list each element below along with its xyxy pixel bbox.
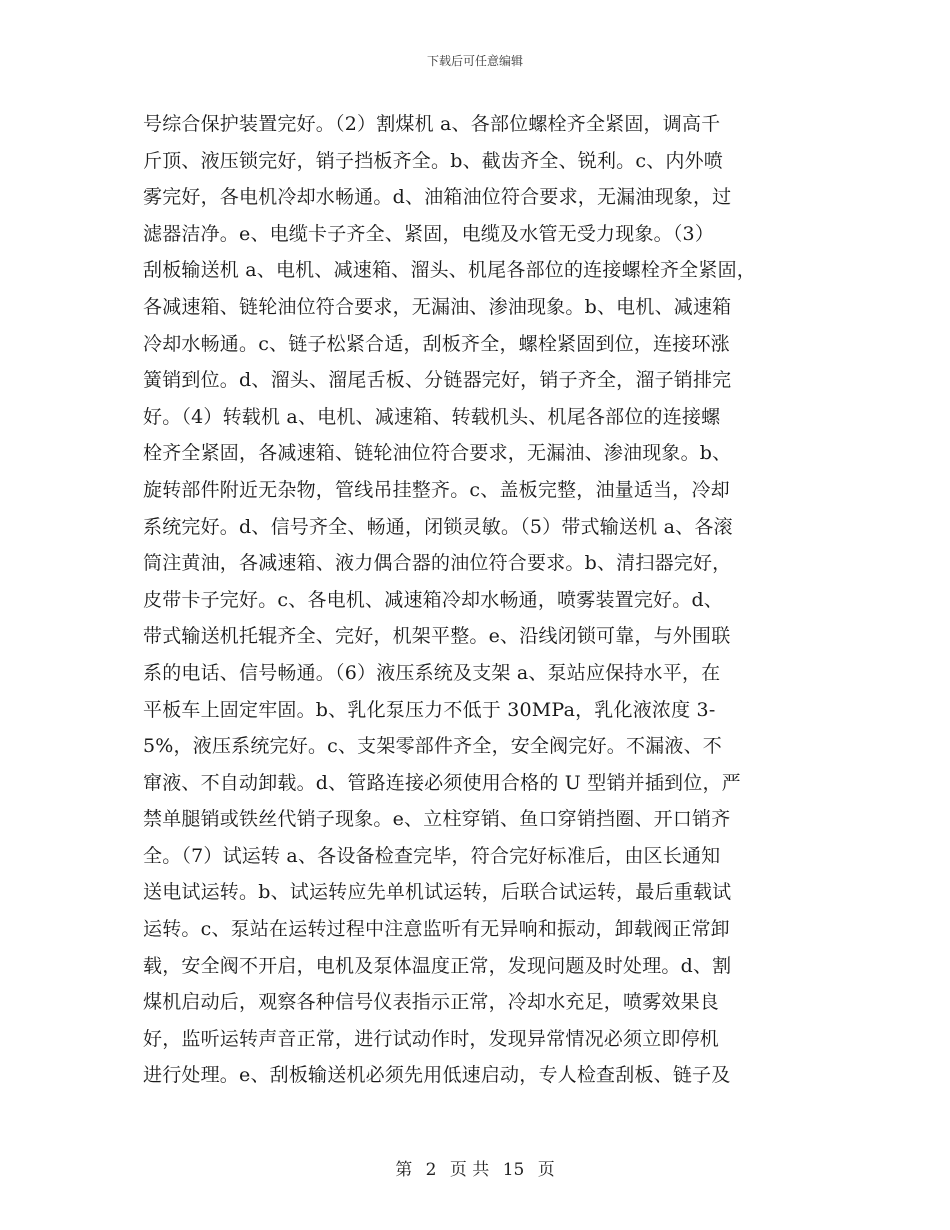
- body-line: 雾完好，各电机冷却水畅通。d、油箱油位符合要求，无漏油现象，过: [143, 186, 732, 209]
- body-line: 进行处理。e、刮板输送机必须先用低速启动，专人检查刮板、链子及: [143, 1064, 731, 1087]
- body-line: 系的电话、信号畅通。（6）液压系统及支架 a、泵站应保持水平，在: [143, 661, 721, 684]
- current-page-number: 2: [425, 1160, 437, 1180]
- document-body: [143, 106, 815, 1094]
- page-label-suffix: 页: [537, 1160, 555, 1180]
- page-label-middle: 页 共: [449, 1160, 490, 1180]
- body-line: 窜液、不自动卸载。d、管路连接必须使用合格的 U 型销并插到位，严: [143, 771, 741, 794]
- body-line: 送电试运转。b、试运转应先单机试运转，后联合试运转，最后重载试: [143, 881, 732, 904]
- body-line: 斤顶、液压锁完好，销子挡板齐全。b、截齿齐全、锐利。c、内外喷: [143, 149, 724, 172]
- body-line: 运转。c、泵站在运转过程中注意监听有无异响和振动，卸载阀正常卸: [143, 918, 730, 941]
- body-line: 旋转部件附近无杂物，管线吊挂整齐。c、盖板完整，油量适当，冷却: [143, 478, 730, 501]
- body-line: 筒注黄油，各减速箱、液力偶合器的油位符合要求。b、清扫器完好，: [143, 552, 732, 575]
- body-line: 禁单腿销或铁丝代销子现象。e、立柱穿销、鱼口穿销挡圈、开口销齐: [143, 808, 731, 831]
- body-line: 好，监听运转声音正常，进行试动作时，发现异常情况必须立即停机: [143, 1027, 720, 1050]
- body-line: 平板车上固定牢固。b、乳化泵压力不低于 30MPa，乳化液浓度 3-: [143, 698, 716, 721]
- body-line: 系统完好。d、信号齐全、畅通，闭锁灵敏。（5）带式输送机 a、各滚: [143, 515, 733, 538]
- body-line: 5%，液压系统完好。c、支架零部件齐全，安全阀完好。不漏液、不: [143, 735, 722, 758]
- body-line: 好。（4）转载机 a、电机、减速箱、转载机头、机尾各部位的连接螺: [143, 405, 721, 428]
- page-label-prefix: 第: [395, 1160, 413, 1180]
- total-page-count: 15: [502, 1160, 525, 1180]
- body-line: 刮板输送机 a、电机、减速箱、溜头、机尾各部位的连接螺栓齐全紧固，: [143, 259, 756, 282]
- body-line: 冷却水畅通。c、链子松紧合适，刮板齐全，螺栓紧固到位，连接环涨: [143, 332, 730, 355]
- page-header: 下载后可任意编辑: [426, 54, 523, 68]
- body-line: 载，安全阀不开启，电机及泵体温度正常，发现问题及时处理。d、割: [143, 954, 732, 977]
- body-line: 各减速箱、链轮油位符合要求，无漏油、渗油现象。b、电机、减速箱: [143, 295, 732, 318]
- body-line: 栓齐全紧固，各减速箱、链轮油位符合要求，无漏油、渗油现象。b、: [143, 442, 732, 465]
- page-footer: [0, 1155, 950, 1180]
- body-line: 煤机启动后，观察各种信号仪表指示正常，冷却水充足，喷雾效果良: [143, 991, 720, 1014]
- body-line: 滤器洁净。e、电缆卡子齐全、紧固，电缆及水管无受力现象。（3）: [143, 222, 715, 245]
- body-line: 簧销到位。d、溜头、溜尾舌板、分链器完好，销子齐全，溜子销排完: [143, 369, 732, 392]
- body-line: 带式输送机托辊齐全、完好，机架平整。e、沿线闭锁可靠，与外围联: [143, 625, 731, 648]
- body-line: 皮带卡子完好。c、各电机、减速箱冷却水畅通，喷雾装置完好。d、: [143, 588, 724, 611]
- body-line: 号综合保护装置完好。（2）割煤机 a、各部位螺栓齐全紧固，调高千: [143, 113, 721, 135]
- body-line: 全。（7）试运转 a、各设备检查完毕，符合完好标准后，由区长通知: [143, 844, 721, 867]
